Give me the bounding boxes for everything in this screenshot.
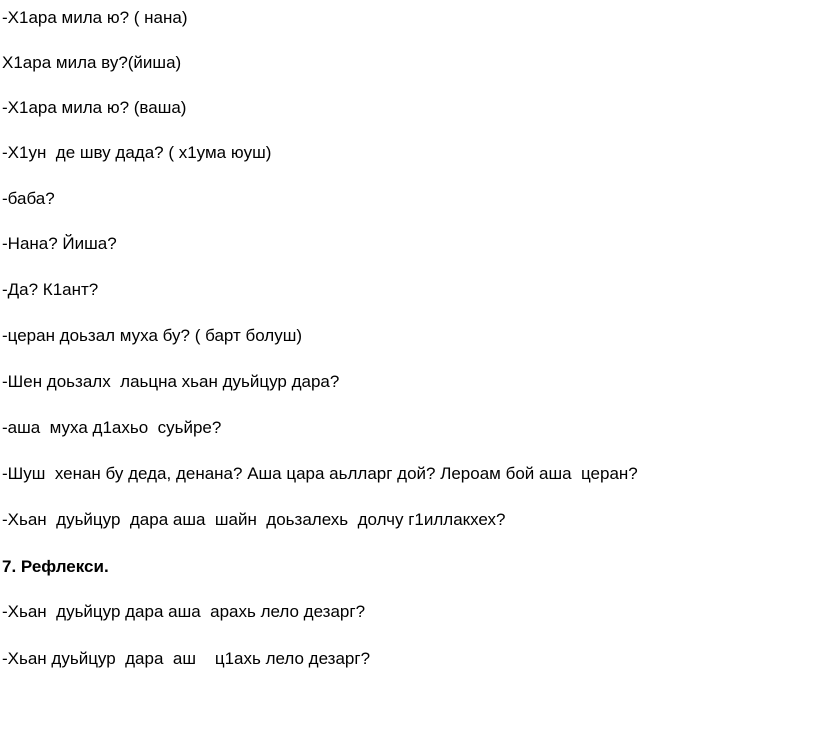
text-line-5: -баба?	[2, 189, 55, 208]
reflection-line-1: -Хьан дуьйцур дара аша арахь лело дезарг?	[2, 602, 366, 621]
reflection-line-2: -Хьан дуьйцур дара аш ц1ахь лело дезарг?	[2, 649, 371, 668]
text-line-6: -Нана? Йиша?	[2, 234, 117, 253]
text-line-9: -Шен доьзалх лаьцна хьан дуьйцур дара?	[2, 372, 340, 391]
text-line-8: -церан доьзал муха бу? ( барт болуш)	[2, 326, 303, 345]
section-heading: 7. Рефлекси.	[2, 557, 109, 576]
text-line-12: -Хьан дуьйцур дара аша шайн доьзалехь долчу г1иллакхех?	[2, 510, 506, 529]
text-line-1: -Х1ара мила ю? ( нана)	[2, 8, 188, 27]
text-line-3: -Х1ара мила ю? (ваша)	[2, 98, 187, 117]
text-line-11: -Шуш хенан бу деда, денана? Аша цара аьлларг дой? Лероам бой аша церан?	[2, 464, 638, 483]
text-line-7: -Да? К1ант?	[2, 280, 99, 299]
text-line-2: Х1ара мила ву?(йиша)	[2, 53, 182, 72]
text-line-4: -Х1ун де шву дада? ( х1ума юуш)	[2, 143, 272, 162]
text-line-10: -аша муха д1ахьо суьйре?	[2, 418, 222, 437]
